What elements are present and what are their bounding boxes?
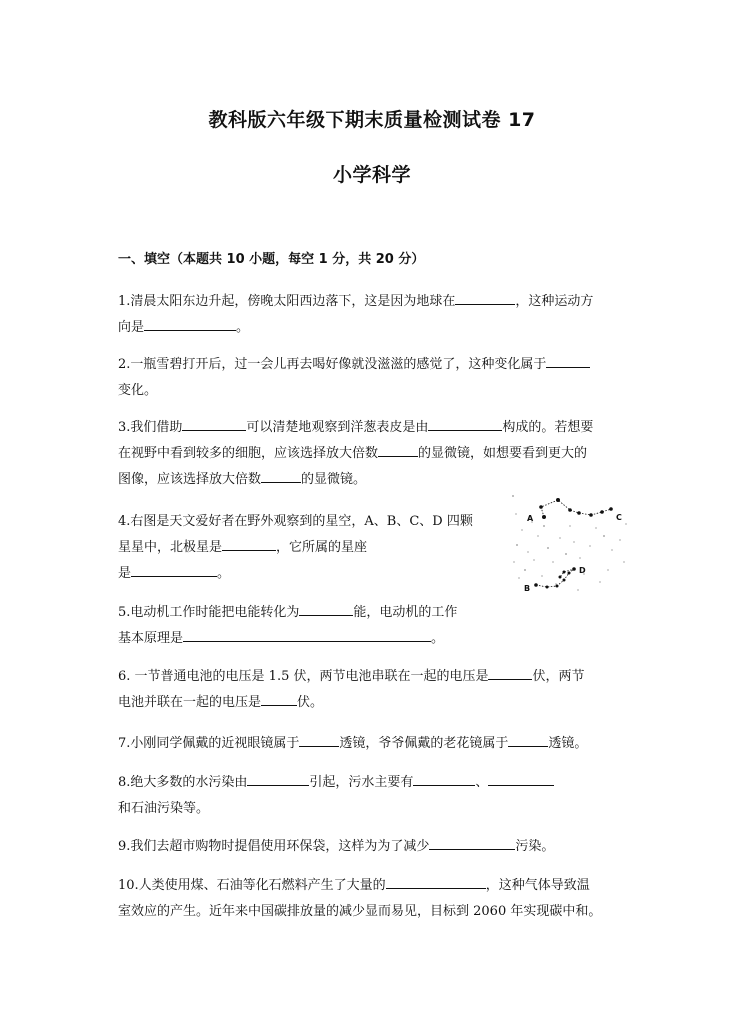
star-label-a: A [527,514,534,523]
q6-blank-1[interactable] [488,664,532,680]
q10-blank-1[interactable] [386,873,486,889]
q7-blank-2[interactable] [508,731,548,747]
q1-text-b: ，这种运动方 [515,294,594,309]
q9-blank-1[interactable] [429,834,515,850]
question-2 [118,352,628,404]
q6-text-c: 电池并联在一起的电压是 [118,695,262,710]
q5-text-d: 。 [431,631,445,646]
q7-text-c: 透镜。 [548,736,588,751]
q9-text-a: 9.我们去超市购物时提倡使用环保袋，这样为为了减少 [118,839,430,854]
q8-text-c: 、 [475,775,489,790]
question-10 [118,873,628,925]
q3-blank-1[interactable] [182,415,246,431]
q7-text-b: 透镜，爷爷佩戴的老花镜属于 [339,736,509,751]
question-4 [118,509,498,587]
q4-text-e: 。 [217,566,231,581]
star-label-c: C [616,513,622,522]
q6-text-a: 6. 一节普通电池的电压是 1.5 伏，两节电池串联在一起的电压是 [118,669,489,684]
q2-text-b: 变化。 [118,383,158,398]
q3-text-b: 可以清楚地观察到洋葱表皮是由 [246,420,429,435]
question-6 [118,664,628,716]
q8-text-d: 和石油污染等。 [118,801,210,816]
q8-blank-1[interactable] [247,770,309,786]
q5-text-c: 基本原理是 [118,631,184,646]
q3-text-f: 图像，应该选择放大倍数 [118,472,262,487]
q3-blank-2[interactable] [428,415,502,431]
q8-text-a: 8.绝大多数的水污染由 [118,775,248,790]
q6-blank-2[interactable] [261,690,297,706]
q4-text-c: ，它所属的星座 [276,540,368,555]
q10-text-a: 10.人类使用煤、石油等化石燃料产生了大量的 [118,878,386,893]
q5-text-b: 能，电动机的工作 [353,605,458,620]
q1-blank-1[interactable] [455,289,515,305]
question-9 [118,834,628,860]
q1-text-d: 。 [236,320,250,335]
q8-blank-3[interactable] [488,770,554,786]
q3-text-d: 在视野中看到较多的细胞，应该选择放大倍数 [118,446,379,461]
q3-text-e: 的显微镜，如想要看到更大的 [418,446,588,461]
question-7 [118,731,628,757]
q3-text-a: 3.我们借助 [118,420,183,435]
q4-text-a: 4.右图是天文爱好者在野外观察到的星空，A、B、C、D 四颗 [118,514,473,529]
q4-text-b: 星星中，北极星是 [118,540,223,555]
q3-text-g: 的显微镜。 [301,472,367,487]
q5-blank-1[interactable] [299,600,353,616]
q8-blank-2[interactable] [413,770,475,786]
exam-subtitle: 小学科学 [332,164,411,186]
question-5 [118,600,628,652]
q1-text-a: 1.清晨太阳东边升起，傍晚太阳西边落下，这是因为地球在 [118,294,456,309]
star-label-d: D [579,566,586,575]
q5-text-a: 5.电动机工作时能把电能转化为 [118,605,300,620]
question-3 [118,415,628,493]
q1-blank-2[interactable] [144,315,236,331]
q2-text-a: 2.一瓶雪碧打开后，过一会儿再去喝好像就没滋滋的感觉了，这种变化属于 [118,357,547,372]
q9-text-b: 污染。 [515,839,555,854]
q3-text-c: 构成的。若想要 [502,420,594,435]
q8-text-b: 引起，污水主要有 [309,775,414,790]
q4-text-d: 是 [118,566,132,581]
q7-blank-1[interactable] [299,731,339,747]
star-map-svg [508,490,630,598]
question-8 [118,770,628,822]
q7-text-a: 7.小刚同学佩戴的近视眼镜属于 [118,736,300,751]
q5-blank-2[interactable] [183,626,431,642]
q6-text-d: 伏。 [297,695,324,710]
exam-title: 教科版六年级下期末质量检测试卷 17 [208,109,536,131]
q10-text-c: 室效应的产生。近年来中国碳排放量的减少显而易见，目标到 2060 年实现碳中和。 [118,904,602,919]
q6-text-b: 伏，两节 [532,669,585,684]
q3-blank-3[interactable] [378,441,418,457]
question-1 [118,289,628,341]
q4-blank-1[interactable] [222,535,276,551]
q1-text-c: 向是 [118,320,145,335]
section-heading: 一、填空（本题共 10 小题，每空 1 分，共 20 分） [118,252,425,267]
q3-blank-4[interactable] [261,467,301,483]
star-label-b: B [524,584,531,593]
star-map-figure [508,490,630,598]
q10-text-b: ，这种气体导致温 [485,878,590,893]
q4-blank-2[interactable] [131,561,217,577]
q2-blank-1[interactable] [546,352,590,368]
